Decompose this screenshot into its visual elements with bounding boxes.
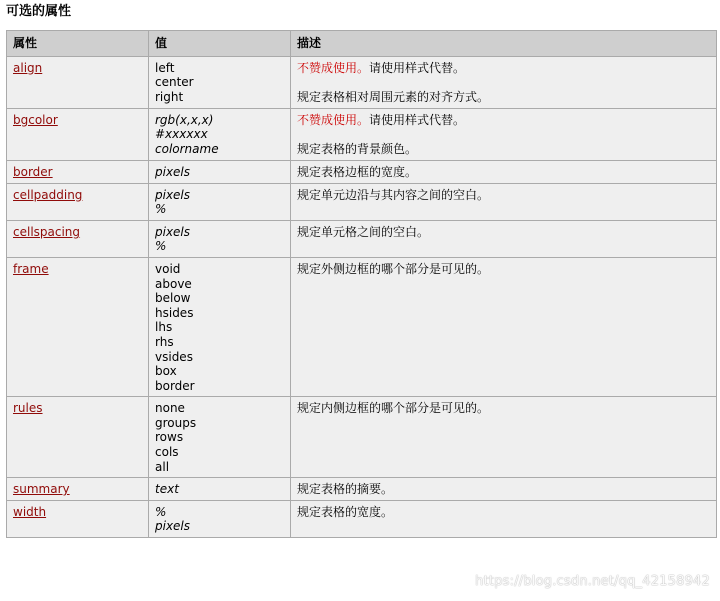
value-item: rgb(x,x,x) <box>155 112 214 127</box>
description-line <box>297 113 710 128</box>
description-cell <box>291 56 717 108</box>
value-item: right <box>155 89 184 104</box>
value-cell <box>149 108 291 160</box>
attribute-cell <box>7 56 149 108</box>
value-item: % <box>155 504 167 519</box>
attributes-table <box>6 30 717 538</box>
value-item: center <box>155 75 194 90</box>
value-item: all <box>155 459 170 474</box>
description-cell <box>291 397 717 478</box>
value-item: below <box>155 291 191 306</box>
attribute-cell <box>7 160 149 183</box>
description-text: 请使用样式代替。 <box>369 60 466 75</box>
value-cell <box>149 160 291 183</box>
description-text: 规定表格边框的宽度。 <box>297 164 418 179</box>
table-row <box>7 56 717 108</box>
value-item: groups <box>155 415 197 430</box>
attribute-link-rules[interactable]: rules <box>13 401 43 416</box>
value-item: lhs <box>155 320 173 335</box>
value-item: void <box>155 261 181 276</box>
table-row <box>7 183 717 220</box>
attribute-link-border[interactable]: border <box>13 164 53 179</box>
description-text: 规定外侧边框的哪个部分是可见的。 <box>297 261 490 276</box>
deprecated-notice: 不赞成使用。 <box>297 112 370 127</box>
attribute-cell <box>7 478 149 501</box>
description-cell <box>291 183 717 220</box>
attribute-link-cellspacing[interactable]: cellspacing <box>13 224 81 239</box>
attribute-link-bgcolor[interactable]: bgcolor <box>13 112 58 127</box>
description-cell <box>291 220 717 257</box>
table-row <box>7 108 717 160</box>
attribute-cell <box>7 220 149 257</box>
value-item: % <box>155 202 167 217</box>
description-line <box>297 505 710 520</box>
attribute-link-align[interactable]: align <box>13 60 43 75</box>
watermark: https://blog.csdn.net/qq_42158942 <box>475 574 710 589</box>
value-item: cols <box>155 445 179 460</box>
attribute-link-summary[interactable]: summary <box>13 482 70 497</box>
table-row <box>7 397 717 478</box>
table-row <box>7 220 717 257</box>
description-line <box>297 61 710 76</box>
value-item: above <box>155 276 192 291</box>
value-item: vsides <box>155 349 193 364</box>
description-line <box>297 90 710 105</box>
table-row <box>7 500 717 537</box>
value-item: #xxxxxx <box>155 127 208 142</box>
description-text: 规定内侧边框的哪个部分是可见的。 <box>297 401 490 416</box>
deprecated-notice: 不赞成使用。 <box>297 60 370 75</box>
header-value: 值 <box>149 31 291 57</box>
description-text: 规定表格的背景颜色。 <box>297 142 418 157</box>
description-cell <box>291 257 717 396</box>
description-cell <box>291 160 717 183</box>
description-line <box>297 401 710 416</box>
description-line <box>297 188 710 203</box>
description-line <box>297 262 710 277</box>
attribute-cell <box>7 397 149 478</box>
value-item: none <box>155 401 185 416</box>
value-item: pixels <box>155 164 191 179</box>
value-cell <box>149 500 291 537</box>
description-cell <box>291 478 717 501</box>
description-cell <box>291 108 717 160</box>
table-body <box>7 56 717 537</box>
table-row <box>7 257 717 396</box>
value-item: pixels <box>155 224 191 239</box>
value-item: border <box>155 378 195 393</box>
description-line <box>297 165 710 180</box>
header-description: 描述 <box>291 31 717 57</box>
value-cell <box>149 183 291 220</box>
section-title: 可选的属性 <box>6 4 72 19</box>
description-text: 请使用样式代替。 <box>369 112 466 127</box>
attribute-cell <box>7 500 149 537</box>
description-line <box>297 142 710 157</box>
header-attribute: 属性 <box>7 31 149 57</box>
attribute-cell <box>7 257 149 396</box>
description-line <box>297 482 710 497</box>
attribute-cell <box>7 108 149 160</box>
value-item: % <box>155 239 167 254</box>
value-cell <box>149 478 291 501</box>
description-text: 规定表格的摘要。 <box>297 482 394 497</box>
value-item: rows <box>155 430 184 445</box>
description-cell <box>291 500 717 537</box>
attribute-link-width[interactable]: width <box>13 504 47 519</box>
value-item: pixels <box>155 187 191 202</box>
value-item: pixels <box>155 519 191 534</box>
description-text: 规定表格相对周围元素的对齐方式。 <box>297 90 490 105</box>
value-cell <box>149 257 291 396</box>
description-line <box>297 225 710 240</box>
table-header-row <box>7 31 717 57</box>
description-text: 规定单元边沿与其内容之间的空白。 <box>297 187 490 202</box>
value-cell <box>149 397 291 478</box>
value-item: rhs <box>155 334 174 349</box>
attribute-link-cellpadding[interactable]: cellpadding <box>13 187 83 202</box>
value-cell <box>149 220 291 257</box>
description-text: 规定单元格之间的空白。 <box>297 224 430 239</box>
attribute-cell <box>7 183 149 220</box>
description-text: 规定表格的宽度。 <box>297 504 394 519</box>
value-item: box <box>155 364 177 379</box>
value-item: text <box>155 482 179 497</box>
value-item: left <box>155 60 175 75</box>
value-item: hsides <box>155 305 194 320</box>
value-item: colorname <box>155 141 219 156</box>
value-cell <box>149 56 291 108</box>
attribute-link-frame[interactable]: frame <box>13 261 49 276</box>
table-row <box>7 478 717 501</box>
table-row <box>7 160 717 183</box>
